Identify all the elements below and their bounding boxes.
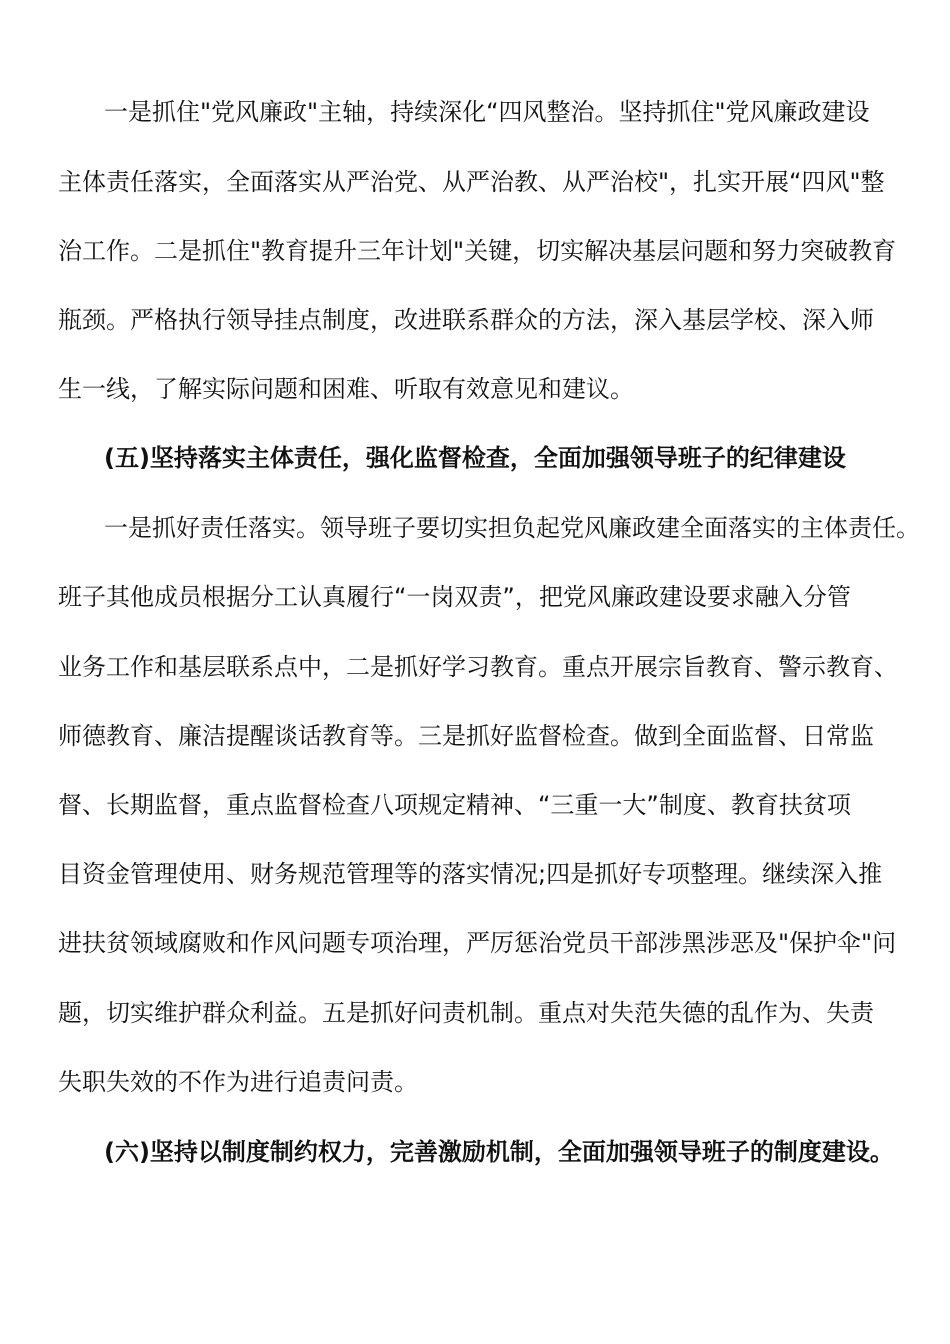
paragraph-1-line-4: 瓶颈。严格执行领导挂点制度，改进联系群众的方法，深入基层学校、深入师 <box>58 306 874 334</box>
paragraph-2-line-2: 班子其他成员根据分工认真履行“一岗双责”，把党风廉政建设要求融入分管 <box>58 583 851 611</box>
paragraph-2-line-7: 进扶贫领域腐败和作风问题专项治理，严厉惩治党员干部涉黑涉恶及"保护伞"问 <box>58 929 897 957</box>
section-heading-5: (五)坚持落实主体责任，强化监督检查，全面加强领导班子的纪律建设 <box>104 444 846 472</box>
paragraph-2-line-3: 业务工作和基层联系点中，二是抓好学习教育。重点开展宗旨教育、警示教育、 <box>58 653 898 681</box>
paragraph-2-line-9: 失职失效的不作为进行追责问责。 <box>58 1068 418 1096</box>
paragraph-1-line-1: 一是抓住"党风廉政"主轴，持续深化“四风整治。坚持抓住"党风廉政建设 <box>104 98 870 126</box>
paragraph-1-line-5: 生一线，了解实际问题和困难、听取有效意见和建议。 <box>58 375 634 403</box>
paragraph-2-line-4: 师德教育、廉洁提醒谈话教育等。三是抓好监督检查。做到全面监督、日常监 <box>58 722 874 750</box>
paragraph-2-line-6: 目资金管理使用、财务规范管理等的落实情况;四是抓好专项整理。继续深入推 <box>58 860 883 888</box>
paragraph-2-line-8: 题，切实维护群众利益。五是抓好问责机制。重点对失范失德的乱作为、失责 <box>58 999 874 1027</box>
paragraph-2-line-5: 督、长期监督，重点监督检查八项规定精神、“三重一大”制度、教育扶贫项 <box>58 791 851 819</box>
paragraph-1-line-2: 主体责任落实，全面落实从严治党、从严治教、从严治校"，扎实开展“四风"整 <box>58 168 885 196</box>
paragraph-2-line-1: 一是抓好责任落实。领导班子要切实担负起党风廉政建全面落实的主体责任。 <box>104 514 920 542</box>
paragraph-1-line-3: 治工作。二是抓住"教育提升三年计划"关键，切实解决基层问题和努力突破教育 <box>58 237 897 265</box>
section-heading-6: (六)坚持以制度制约权力，完善激励机制，全面加强领导班子的制度建设。 <box>104 1138 894 1166</box>
